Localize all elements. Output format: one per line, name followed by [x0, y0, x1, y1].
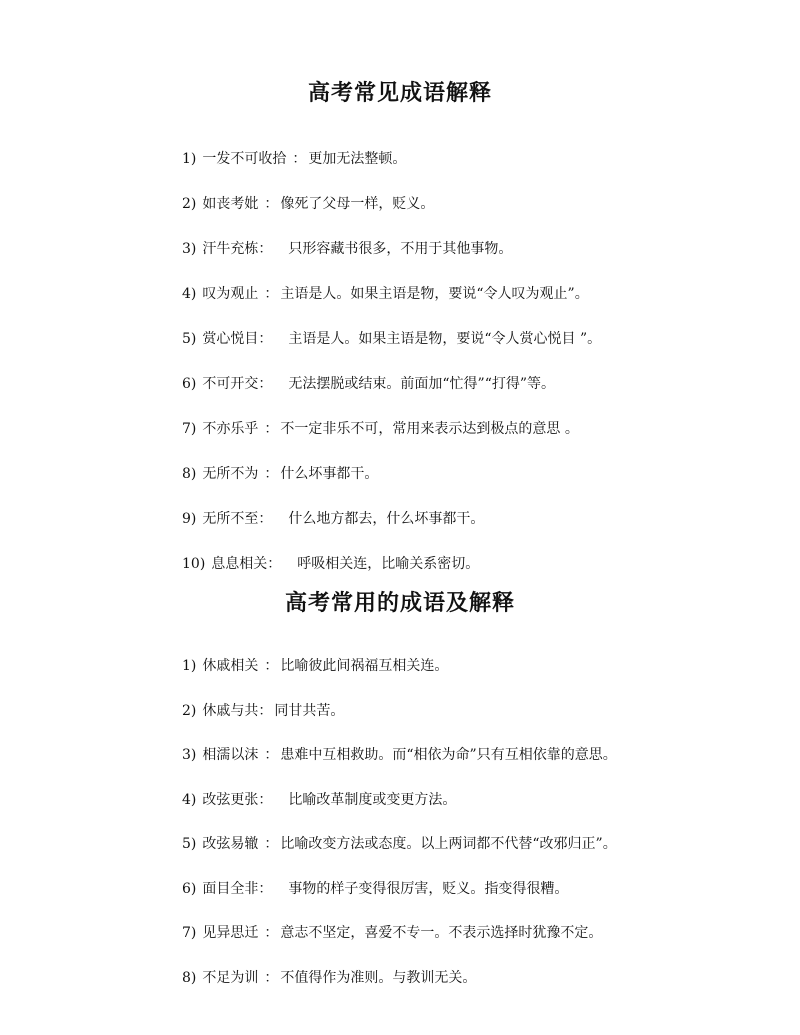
item-number: 10) — [182, 556, 206, 572]
item-number: 5) — [182, 331, 197, 347]
item-number: 9) — [182, 511, 197, 527]
section-title-common-idioms: 高考常见成语解释 — [307, 81, 492, 106]
list-item — [182, 328, 601, 350]
item-number: 6) — [182, 376, 197, 392]
idiom-definition: 像死了父母一样，贬义。 — [280, 196, 435, 212]
item-number: 1) — [182, 151, 197, 167]
list-item — [182, 700, 617, 722]
idiom-term: 相濡以沫 — [202, 747, 259, 763]
separator: ： — [264, 421, 279, 437]
idiom-list-frequent — [182, 655, 617, 1011]
separator: ： — [264, 747, 279, 763]
idiom-definition: 事物的样子变得很厉害，贬义。指变得很糟。 — [288, 880, 569, 897]
section-title-frequent-idioms: 高考常用的成语及解释 — [284, 591, 515, 616]
idiom-term: 面目全非： — [202, 880, 273, 897]
list-item — [182, 553, 601, 575]
idiom-term: 休戚相关 — [202, 658, 259, 674]
list-item — [182, 967, 617, 989]
list-item — [182, 463, 601, 485]
idiom-definition: 比喻改革制度或变更方法。 — [288, 791, 457, 808]
idiom-term: 不足为训 — [202, 969, 259, 986]
list-item — [182, 789, 617, 811]
item-number: 4) — [182, 791, 197, 808]
list-item — [182, 655, 617, 677]
idiom-term: 无所不为 — [202, 466, 259, 482]
idiom-definition: 主语是人。如果主语是物，要说“令人叹为观止”。 — [280, 286, 589, 302]
list-item — [182, 878, 617, 900]
separator: ： — [264, 925, 279, 941]
separator: ： — [264, 836, 279, 852]
idiom-definition: 主语是人。如果主语是物，要说“令人赏心悦目 ”。 — [288, 331, 602, 347]
item-number: 3) — [182, 747, 197, 763]
item-number: 7) — [182, 925, 197, 941]
item-number: 5) — [182, 836, 197, 852]
separator: ： — [264, 466, 279, 482]
idiom-term: 一发不可收拾 — [202, 151, 287, 167]
idiom-definition: 患难中互相救助。而“相依为命”只有互相依靠的意思。 — [280, 747, 617, 763]
idiom-definition: 不一定非乐不可，常用来表示达到极点的意思 。 — [280, 421, 579, 437]
list-item — [182, 744, 617, 766]
separator: ： — [264, 658, 279, 674]
item-number: 8) — [182, 969, 197, 986]
idiom-term: 改弦更张： — [202, 791, 273, 808]
idiom-term: 叹为观止 — [202, 286, 259, 302]
idiom-term: 无所不至： — [202, 511, 273, 527]
idiom-definition: 比喻彼此间祸福互相关连。 — [280, 658, 449, 674]
item-number: 3) — [182, 241, 197, 257]
idiom-definition: 不值得作为准则。与教训无关。 — [280, 969, 477, 986]
separator: ： — [264, 196, 279, 212]
list-item — [182, 418, 601, 440]
idiom-term: 息息相关： — [211, 556, 282, 572]
separator: ： — [264, 286, 279, 302]
idiom-definition: 什么坏事都干。 — [280, 466, 379, 482]
idiom-definition: 只形容藏书很多，不用于其他事物。 — [288, 241, 513, 257]
idiom-term: 改弦易辙 — [202, 836, 259, 852]
idiom-term: 如丧考妣 — [202, 196, 259, 212]
item-number: 7) — [182, 421, 197, 437]
idiom-term: 不可开交： — [202, 376, 273, 392]
list-item — [182, 283, 601, 305]
idiom-definition: 什么地方都去，什么坏事都干。 — [288, 511, 485, 527]
separator: ： — [264, 969, 279, 986]
idiom-definition: 意志不坚定，喜爱不专一。不表示选择时犹豫不定。 — [280, 925, 603, 941]
idiom-term: 见异思迁 — [202, 925, 259, 941]
separator: ： — [292, 151, 307, 167]
item-number: 6) — [182, 880, 197, 897]
item-number: 1) — [182, 658, 197, 674]
list-item — [182, 922, 617, 944]
idiom-term: 不亦乐乎 — [202, 421, 259, 437]
idiom-definition: 呼吸相关连，比喻关系密切。 — [297, 556, 480, 572]
list-item — [182, 833, 617, 855]
idiom-definition: 无法摆脱或结束。前面加“忙得”“打得”等。 — [288, 376, 556, 392]
idiom-list-common — [182, 148, 601, 598]
idiom-definition: 同甘共苦。 — [274, 702, 345, 719]
idiom-term: 赏心悦目： — [202, 331, 273, 347]
item-number: 8) — [182, 466, 197, 482]
item-number: 2) — [182, 196, 197, 212]
list-item — [182, 193, 601, 215]
list-item — [182, 148, 601, 170]
idiom-term: 休戚与共： — [202, 702, 273, 719]
item-number: 4) — [182, 286, 197, 302]
list-item — [182, 508, 601, 530]
list-item — [182, 373, 601, 395]
list-item — [182, 238, 601, 260]
idiom-definition: 更加无法整顿。 — [308, 151, 407, 167]
item-number: 2) — [182, 702, 197, 719]
idiom-term: 汗牛充栋： — [202, 241, 273, 257]
idiom-definition: 比喻改变方法或态度。以上两词都不代替“改邪归正”。 — [280, 836, 617, 852]
